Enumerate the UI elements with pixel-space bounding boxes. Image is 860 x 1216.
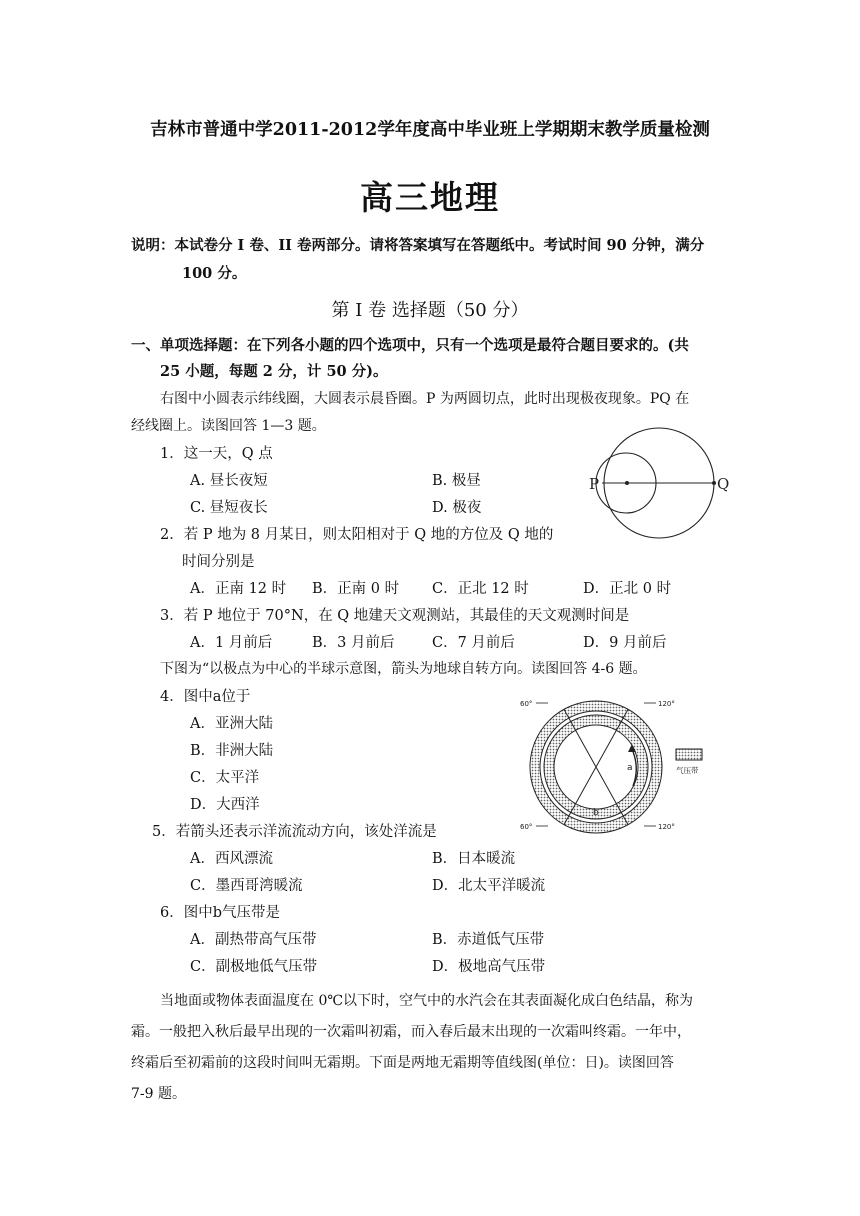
- label-q: Q: [717, 475, 730, 493]
- q5-option-c: C．墨西哥湾暖流: [190, 878, 303, 894]
- q3-stem: 3．若 P 地位于 70°N，在 Q 地建天文观测站，其最佳的天文观测时间是: [160, 608, 630, 624]
- label-120-bottom: 120°: [658, 823, 675, 831]
- group3-line1: 当地面或物体表面温度在 0℃以下时，空气中的水汽会在其表面凝化成白色结晶，称为: [160, 993, 694, 1009]
- label-120-top: 120°: [658, 700, 675, 708]
- instructions-line1: 说明：本试卷分 I 卷、II 卷两部分。请将答案填写在答题纸中。考试时间 90 分钟，满分: [131, 237, 705, 254]
- q6-option-d: D．极地高气压带: [432, 959, 546, 975]
- page-title: 高三地理: [360, 178, 500, 217]
- group1-stem-line2: 经线圈上。读图回答 1—3 题。: [131, 418, 326, 434]
- q4-option-d: D．大西洋: [190, 797, 260, 813]
- label-60-bottom: 60°: [520, 823, 533, 831]
- q4-stem: 4．图中a位于: [160, 689, 251, 705]
- legend-swatch: [676, 749, 702, 760]
- group3-line3: 终霜后至初霜前的这段时间叫无霜期。下面是两地无霜期等值线图(单位：日)。读图回答: [131, 1055, 674, 1071]
- q3-option-b: B．3 月前后: [312, 635, 395, 651]
- label-b: b: [593, 808, 599, 818]
- q6-option-c: C．副极地低气压带: [190, 959, 318, 975]
- q2-stem-line1: 2．若 P 地为 8 月某日，则太阳相对于 Q 地的方位及 Q 地的: [160, 527, 554, 543]
- q3-option-d: D．9 月前后: [583, 635, 667, 651]
- q3-option-a: A．1 月前后: [190, 635, 273, 651]
- polar-hemisphere-figure: [516, 694, 716, 838]
- q2-option-b: B．正南 0 时: [312, 581, 400, 597]
- q4-option-b: B．非洲大陆: [190, 743, 274, 759]
- q2-option-d: D．正北 0 时: [583, 581, 672, 597]
- q5-stem: 5．若箭头还表示洋流流动方向，该处洋流是: [152, 824, 437, 840]
- q1-option-b: B. 极昼: [432, 473, 481, 489]
- q6-stem: 6．图中b气压带是: [160, 905, 281, 921]
- group2-stem: 下图为“以极点为中心的半球示意图，箭头为地球自转方向。读图回答 4-6 题。: [160, 661, 647, 677]
- q2-option-a: A．正南 12 时: [190, 581, 287, 597]
- section-intro-line1: 一、单项选择题：在下列各小题的四个选项中，只有一个选项是最符合题目要求的。(共: [131, 337, 689, 354]
- q2-stem-line2: 时间分别是: [182, 554, 255, 570]
- center-dot: [625, 481, 629, 485]
- group3-line2: 霜。一般把入秋后最早出现的一次霜叫初霜，而入春后最末出现的一次霜叫终霜。一年中，: [131, 1024, 691, 1040]
- q6-option-a: A．副热带高气压带: [190, 932, 317, 948]
- q1-option-a: A. 昼长夜短: [190, 473, 268, 489]
- q4-option-a: A．亚洲大陆: [190, 716, 273, 732]
- q4-option-c: C．太平洋: [190, 770, 260, 786]
- section-intro-line2: 25 小题，每题 2 分，计 50 分)。: [160, 363, 388, 380]
- label-p: P: [589, 475, 600, 493]
- school-title: 吉林市普通中学2011-2012学年度高中毕业班上学期期末教学质量检测: [150, 120, 710, 140]
- instructions-line2: 100 分。: [182, 265, 247, 282]
- q1-stem: 1．这一天，Q 点: [160, 446, 273, 462]
- group1-stem-line1: 右图中小圆表示纬线圈，大圆表示晨昏圈。P 为两圆切点，此时出现极夜现象。PQ 在: [160, 391, 690, 407]
- q5-option-a: A．西风漂流: [190, 851, 273, 867]
- latitude-terminator-figure: [584, 420, 734, 552]
- q1-option-d: D. 极夜: [432, 500, 482, 516]
- q5-option-d: D．北太平洋暖流: [432, 878, 546, 894]
- label-a: a: [627, 763, 633, 773]
- legend-label: 气压带: [676, 766, 699, 775]
- q5-option-b: B．日本暖流: [432, 851, 516, 867]
- q3-option-c: C．7 月前后: [432, 635, 515, 651]
- q2-option-c: C．正北 12 时: [432, 581, 529, 597]
- label-60-top: 60°: [520, 700, 533, 708]
- group3-line4: 7-9 题。: [131, 1086, 186, 1102]
- q1-option-c: C. 昼短夜长: [190, 500, 268, 516]
- q6-option-b: B．赤道低气压带: [432, 932, 545, 948]
- section-title: 第 I 卷 选择题（50 分）: [331, 300, 529, 321]
- q-dot: [712, 481, 716, 485]
